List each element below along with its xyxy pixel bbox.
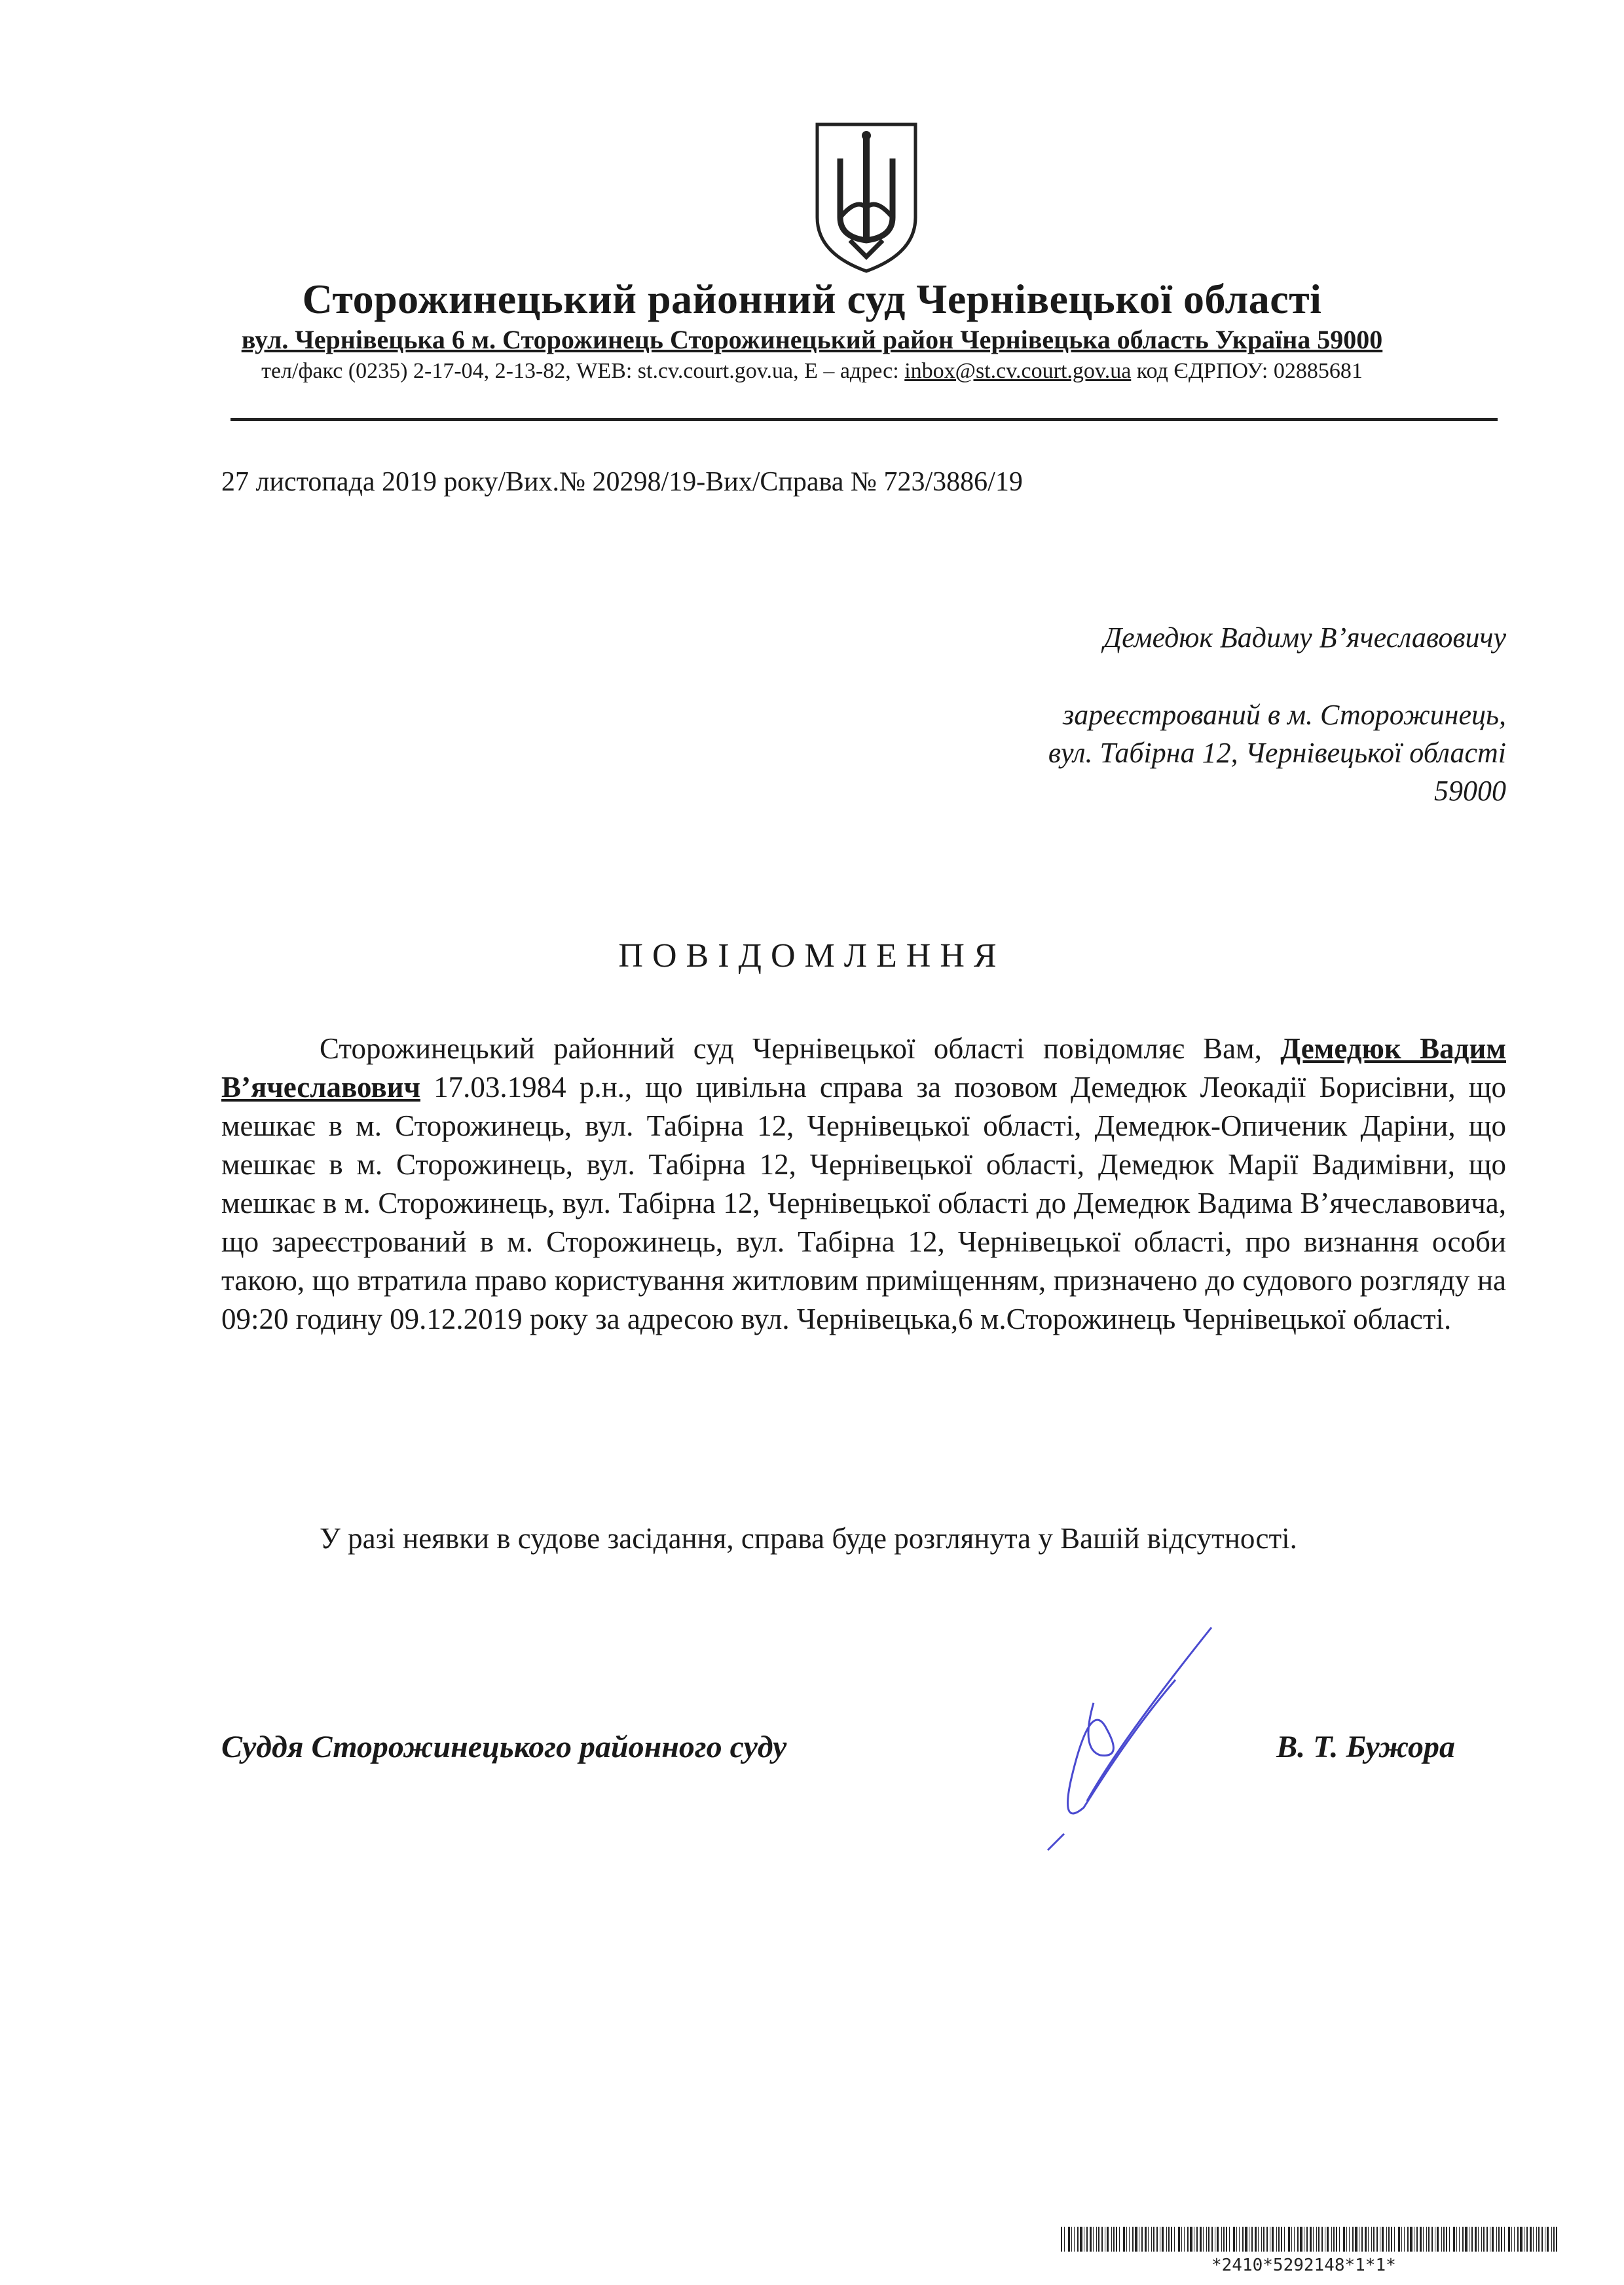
court-address: вул. Чернівецька 6 м. Сторожинець Сторожинецький район Чернівецька область Україна 59000 — [241, 325, 1383, 354]
addressee-line-3: 59000 — [1434, 775, 1506, 807]
recipient-name: Демедюк Вадим В’ячеславович — [221, 1032, 1506, 1104]
barcode-icon — [1061, 2227, 1559, 2252]
addressee-line-1: зареєстрований в м. Сторожинець, — [1063, 699, 1506, 731]
header-divider — [231, 418, 1498, 421]
signatory-title: Суддя Сторожинецького районного суду — [221, 1730, 787, 1764]
judge-name: В. Т. Бужора — [1276, 1730, 1455, 1764]
addressee-line-2: вул. Табірна 12, Чернівецької області — [1048, 737, 1506, 769]
paragraph-1-rest: 17.03.1984 р.н., що цивільна справа за позовом Демедюк Леокадії Борисівни, що мешкає в м. Сторожинець, вул. Табірна 12, Чернівецької області, Демедюк-Опиченик Даріни, що мешкає в м. Сторожинець, вул. Табірна 12, Чернівецької області, Демедюк Марії Вадимівни, що мешкає в м. Сторожинець, вул. Табірна 12, Чернівецької області до Демедюк Вадима В’ячеславовича, що зареєстрований в м. Сторожинець, вул. Табірна 12, Чернівецької області, про визнання особи такою, що втратила право користування житловим приміщенням, призначено до судового розгляду на 09:20 годину 09.12.2019 року за адресою вул. Чернівецька,6 м.Сторожинець Чернівецької області. — [221, 1071, 1506, 1335]
barcode-text: *2410*5292148*1*1* — [1211, 2256, 1396, 2275]
handwritten-signature — [1008, 1618, 1231, 1853]
notice-paragraph-1 — [221, 1030, 1506, 1339]
document-reference: 27 листопада 2019 року/Вих.№ 20298/19-Вих/Справа № 723/3886/19 — [221, 467, 1023, 497]
tryzub-emblem-icon — [811, 119, 922, 276]
addressee-name: Демедюк Вадиму В’ячеславовичу — [1103, 622, 1506, 654]
court-contacts — [0, 359, 1624, 384]
addressee-address — [1048, 696, 1506, 810]
email-link[interactable]: inbox@st.cv.court.gov.ua — [904, 359, 1132, 383]
notice-paragraph-2: У разі неявки в судове засідання, справа буде розглянута у Вашій відсутності. — [320, 1522, 1297, 1555]
contacts-prefix: тел/факс (0235) 2-17-04, 2-13-82, WEB: st.cv.court.gov.ua, Е – адрес: — [261, 359, 905, 383]
notice-title: ПОВІДОМЛЕННЯ — [618, 937, 1006, 975]
paragraph-1-start: Сторожинецький районний суд Чернівецької області повідомляє Вам, — [320, 1032, 1281, 1065]
contacts-suffix: код ЄДРПОУ: 02885681 — [1131, 359, 1363, 383]
court-name: Сторожинецький районний суд Чернівецької області — [302, 276, 1322, 322]
